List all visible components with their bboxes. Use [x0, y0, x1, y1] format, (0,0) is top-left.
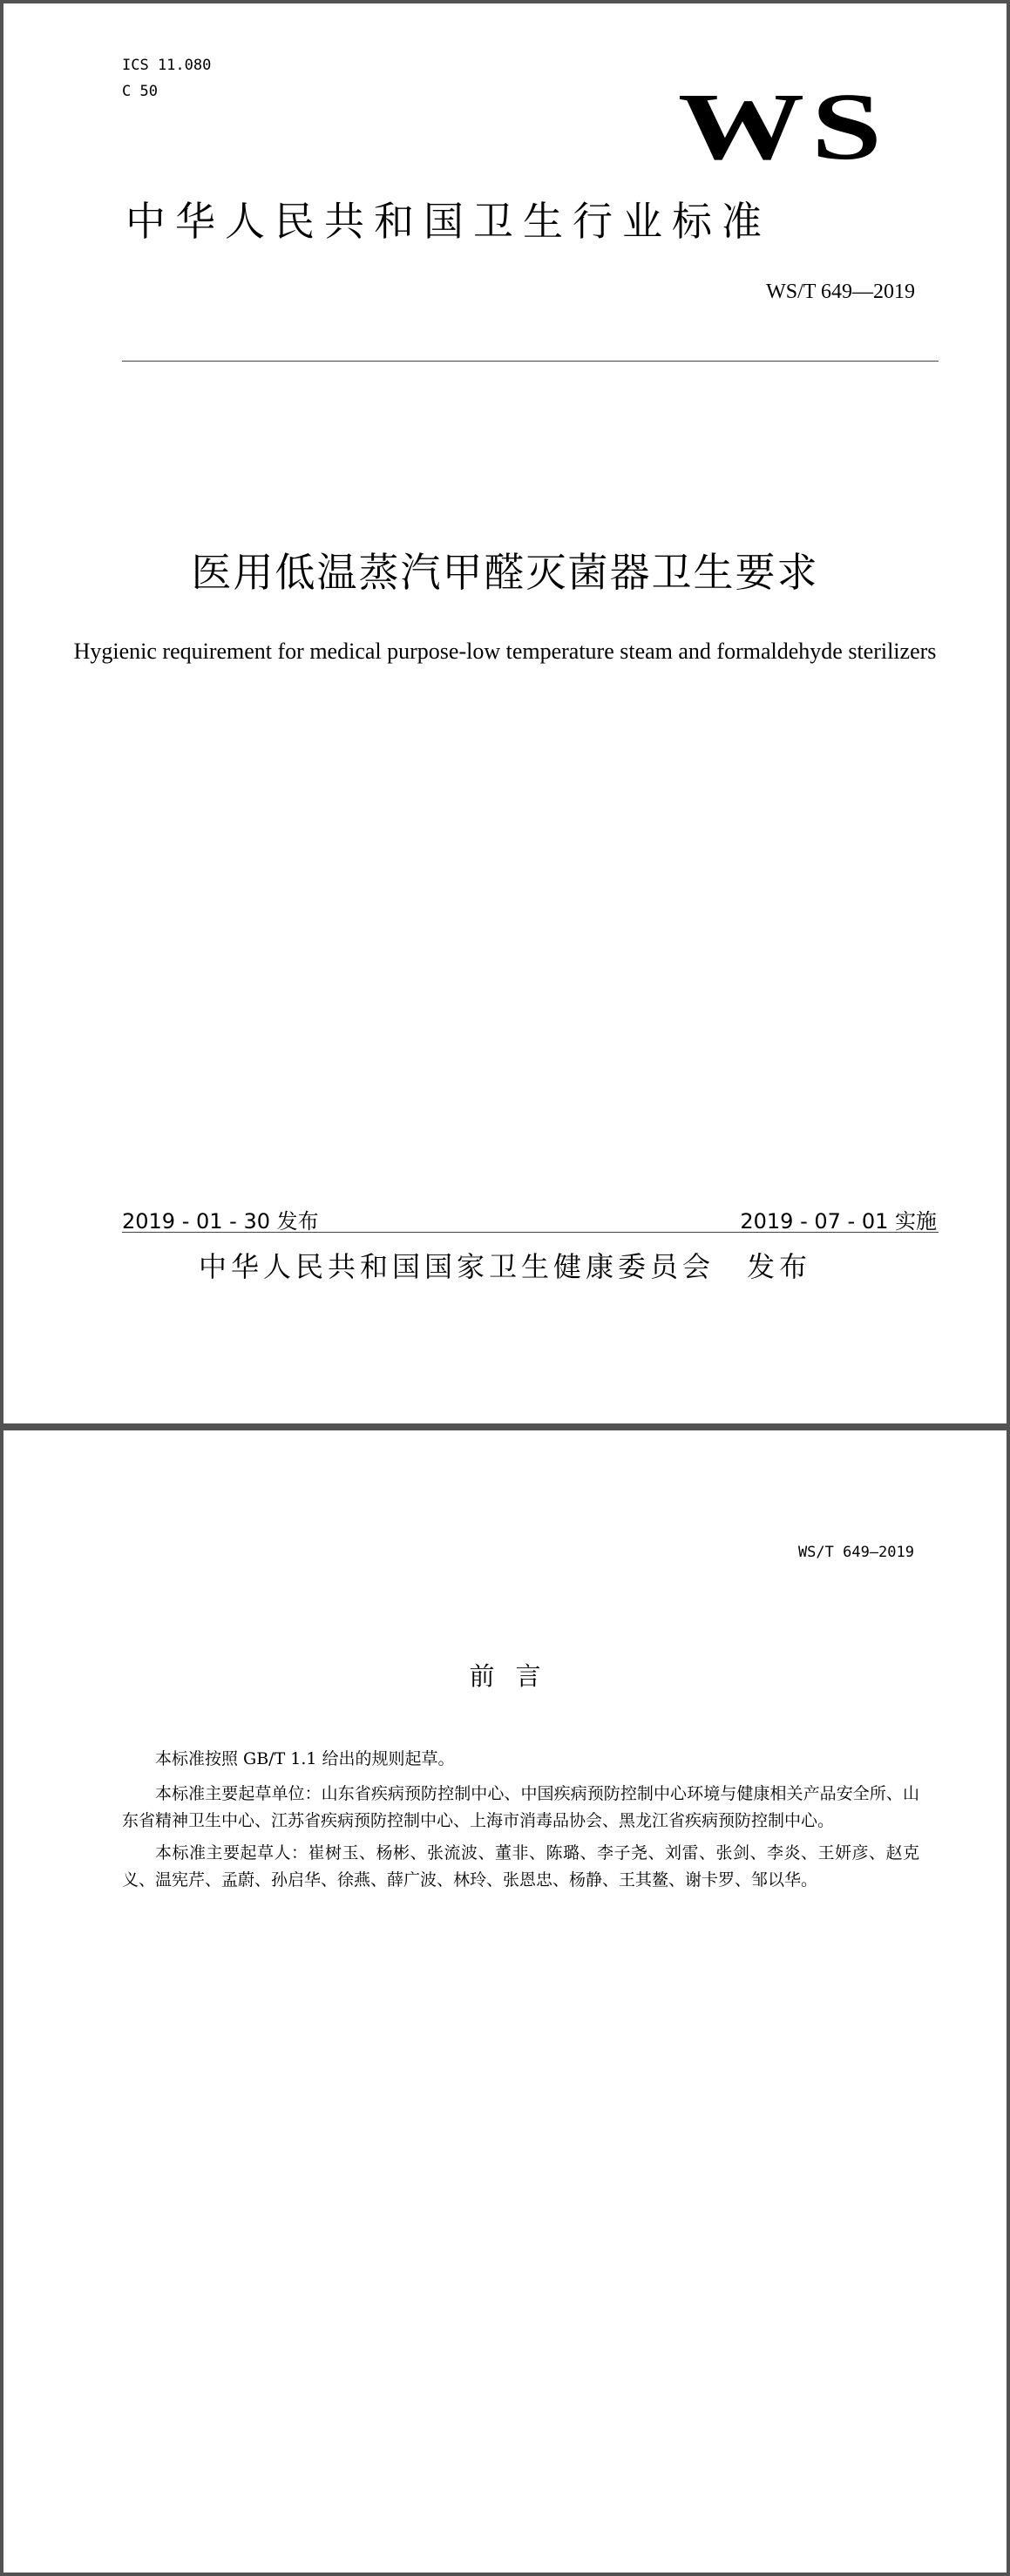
title-chinese: 医用低温蒸汽甲醛灭菌器卫生要求	[191, 549, 819, 596]
standard-type: 中华人民共和国卫生行业标准	[125, 198, 771, 245]
ics-code: ICS 11.080	[122, 57, 212, 74]
foreword-paragraph: 本标准主要起草单位：山东省疾病预防控制中心、中国疾病预防控制中心环境与健康相关产品安全所、山东省精神卫生中心、江苏省疾病预防控制中心、上海市消毒品协会、黑龙江省疾病预防控制中心。	[122, 1784, 919, 1830]
ws-logo: WS	[678, 73, 889, 179]
page-header-standard-number: WS/T 649—2019	[797, 1544, 914, 1561]
issuer: 中华人民共和国国家卫生健康委员会 发布	[198, 1250, 811, 1283]
foreword-paragraph: 本标准主要起草人：崔树玉、杨彬、张流波、董非、陈璐、李子尧、刘雷、张剑、李炎、王妍彦、赵克义、温宪芹、孟蔚、孙启华、徐燕、薛广波、林玲、张恩忠、杨静、王其鳌、谢卡罗、邹以华。	[122, 1843, 919, 1890]
issue-date: 2019 - 01 - 30 发布	[122, 1209, 319, 1234]
implementation-date: 2019 - 07 - 01 实施	[740, 1209, 937, 1234]
standard-number: WS/T 649—2019	[766, 281, 915, 303]
foreword-page	[3, 1430, 1007, 2573]
ccs-code: C 50	[122, 83, 158, 100]
cover-page	[3, 3, 1007, 1423]
top-divider	[122, 361, 939, 362]
foreword-paragraph: 本标准按照 GB/T 1.1 给出的规则起草。	[155, 1749, 455, 1768]
title-english: Hygienic requirement for medical purpose-low temperature steam and formaldehyde sterilizers	[73, 639, 937, 664]
foreword-heading: 前言	[469, 1661, 562, 1691]
bottom-divider	[122, 1232, 939, 1233]
